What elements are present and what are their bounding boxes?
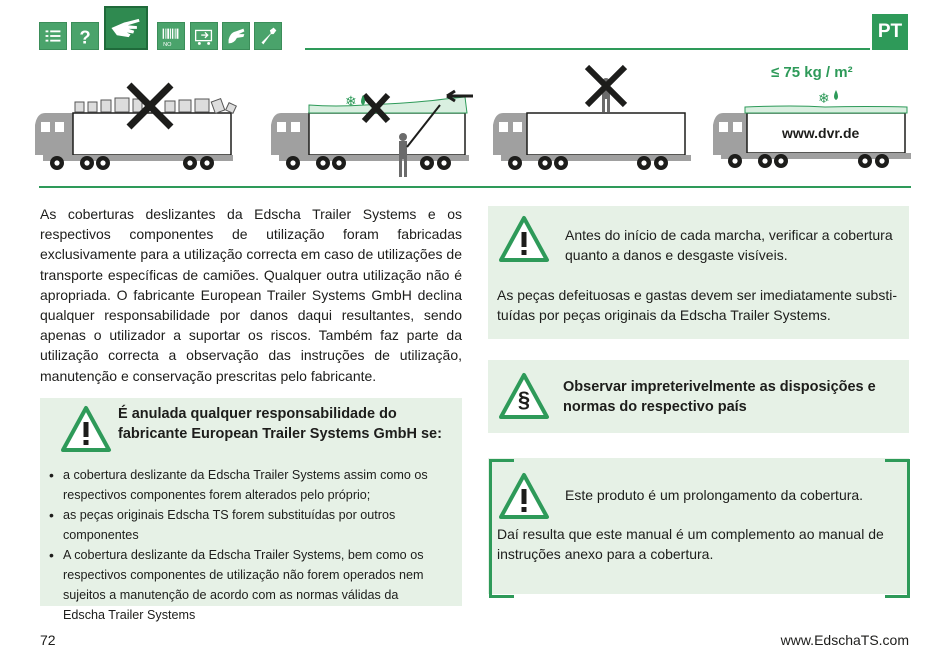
svg-text:❄: ❄: [345, 94, 357, 110]
trailer-plan-icon[interactable]: [190, 22, 218, 50]
list-item: • a cobertura deslizante da Edscha Trailer Systems assim como os respectivos componentes forem alterados pelo próprio;: [49, 465, 461, 505]
truck-person-on-roof: [493, 67, 691, 170]
glove-icon[interactable]: [222, 22, 250, 50]
law-line2: normas do respectivo país: [563, 399, 747, 415]
liability-bullets: [49, 465, 461, 625]
svg-text:❄: ❄: [818, 91, 830, 107]
paragraph-symbol: §: [517, 387, 531, 412]
truck-snow-person: [271, 91, 473, 177]
warning-triangle-icon: [498, 472, 550, 520]
warning-triangle-icon: [60, 405, 112, 453]
footer-website[interactable]: www.EdschaTS.com: [780, 632, 909, 648]
illustration-rule: [39, 186, 911, 188]
pointing-hand-icon[interactable]: [104, 6, 148, 50]
bracket-right: [885, 459, 910, 598]
law-line1: Observar impreterivelmente as disposições e: [563, 379, 876, 395]
check-body-line1: As peças defeituosas e gastas devem ser imediatamente substi-: [497, 287, 897, 303]
barcode-icon[interactable]: [157, 22, 185, 50]
svg-text:NO: NO: [163, 42, 172, 49]
check-warning-line1: Antes do início de cada marcha, verificar a cobertura: [565, 227, 893, 243]
extension-body-line1: Daí resulta que este manual é um complemento ao manual de: [497, 526, 884, 542]
question-icon[interactable]: [71, 22, 99, 50]
liability-heading-line2: fabricante European Trailer Systems GmbH se:: [118, 426, 442, 442]
header-rule: [305, 48, 870, 50]
liability-heading-line1: É anulada qualquer responsabilidade do: [118, 406, 397, 422]
list-item: • as peças originais Edscha TS forem substituídas por outros componentes: [49, 505, 461, 545]
svg-text:?: ?: [79, 26, 91, 48]
check-body-line2: tuídas por peças originais da Edscha Trailer Systems.: [497, 307, 831, 323]
load-limit-label: ≤ 75 kg / m²: [771, 64, 853, 81]
extension-warning: Este produto é um prolongamento da cobertura.: [565, 487, 864, 503]
truck-overloaded: [35, 85, 236, 170]
list-icon[interactable]: [39, 22, 67, 50]
check-warning-line2: quanto a danos e desgaste visíveis.: [565, 247, 788, 263]
warning-triangle-icon: [498, 215, 550, 263]
page-number: 72: [40, 632, 56, 648]
language-badge: PT: [872, 14, 908, 50]
wrench-icon[interactable]: [254, 22, 282, 50]
extension-body-line2: instruções anexo para a cobertura.: [497, 546, 714, 562]
dvr-url: www.dvr.de: [782, 125, 860, 141]
intro-paragraph: As coberturas deslizantes da Edscha Trailer Systems e os respectivos componentes de utilização foram fabricadas exclusivamente para a utilização correcta em caso de utilizações de transporte específicas de camiões. Qualquer outra utilização não é apropriada. O fabricante European Trailer Systems GmbH declina qualquer responsabilidade por danos daqui resultantes, sendo apenas o utilizador a suportar os riscos. Também faz parte da utilização correcta a observação das instruções de utilização, manutenção e conservação prescritas pelo fabricante.: [40, 206, 462, 384]
list-item: • A cobertura deslizante da Edscha Trailer Systems, bem como os respectivos componentes de utilização não forem operados nem sujeitos a manutenção de acordo com as normas válidas da Edscha Trailer Systems: [49, 545, 461, 625]
